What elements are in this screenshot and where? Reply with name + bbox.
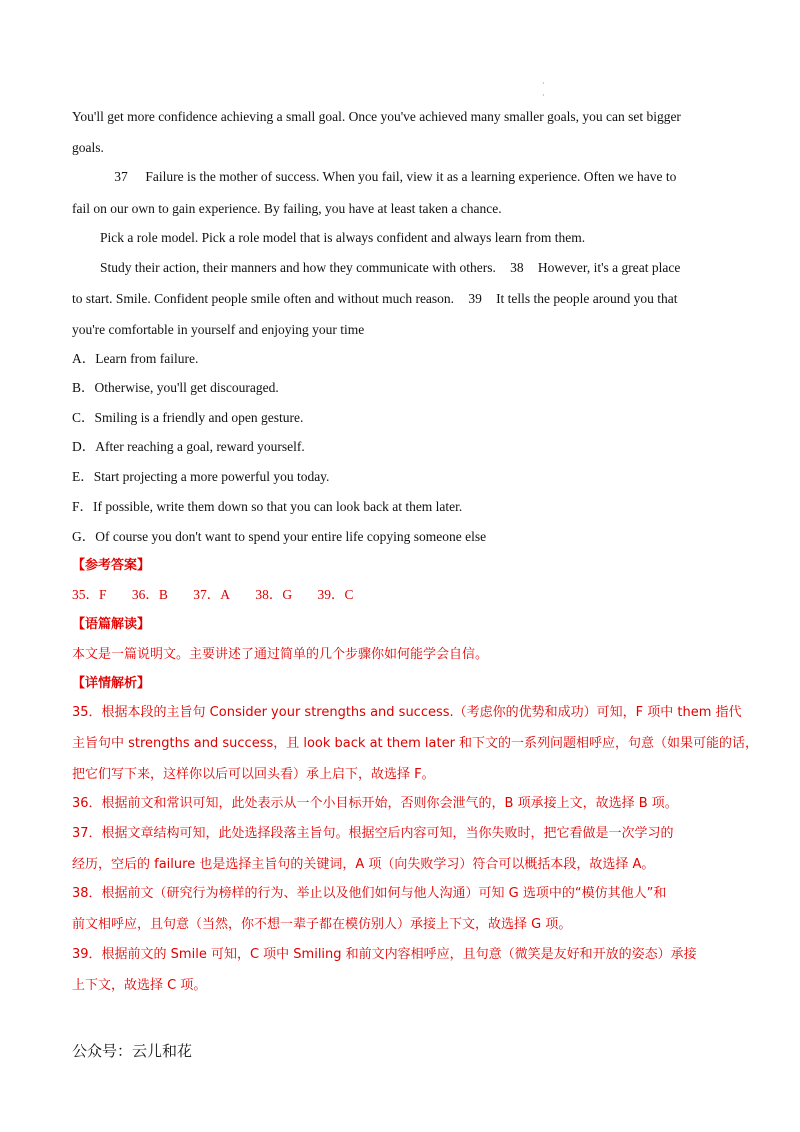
analysis-line-7: 38．根据前文（研究行为榜样的行为、举止以及他们如何与他人沟通）可知 G 选项中的“模仿其他人”和 xyxy=(72,886,667,901)
answer-37: 37．A xyxy=(193,587,231,602)
passage-line-7-pre: to start. Smile. Confident people smile often and without much reason. xyxy=(72,291,455,306)
option-a: A．Learn from failure. xyxy=(72,351,199,366)
analysis-line-1: 35．根据本段的主旨句 Consider your strengths and success.（考虑你的优势和成功）可知，F 项中 them 指代 xyxy=(72,705,742,720)
passage-line-1: You'll get more confidence achieving a small goal. Once you've achieved many smaller goals, you can set bigger xyxy=(72,109,681,124)
passage-line-7-post: It tells the people around you that xyxy=(496,291,678,306)
answer-38: 38．G xyxy=(255,587,293,602)
passage-line-5: Pick a role model. Pick a role model that is always confident and always learn from them. xyxy=(100,230,586,245)
analysis-line-8: 前文相呼应，且句意（当然，你不想一辈子都在模仿别人）承接上下文，故选择 G 项。 xyxy=(72,917,572,932)
analysis-line-3: 把它们写下来，这样你以后可以回头看）承上启下，故选择 F。 xyxy=(72,767,435,782)
analysis-line-6: 经历，空后的 failure 也是选择主旨句的关键词，A 项（向失败学习）符合可以概括本段，故选择 A。 xyxy=(72,857,655,872)
footer-watermark: 公众号：云儿和花 xyxy=(72,1042,193,1060)
analysis-line-5: 37．根据文章结构可知，此处选择段落主旨句。根据空后内容可知，当你失败时，把它看做是一次学习的 xyxy=(72,826,674,841)
passage-line-7 xyxy=(72,290,678,308)
blank-38: 38 xyxy=(510,260,524,275)
passage-line-6 xyxy=(100,259,680,277)
answer-36: 36．B xyxy=(131,587,168,602)
passage-line-3 xyxy=(100,168,676,186)
passage-line-8: you're comfortable in yourself and enjoying your time xyxy=(72,322,365,337)
reading-text: 本文是一篇说明文。主要讲述了通过简单的几个步骤你如何能学会自信。 xyxy=(72,647,489,662)
passage-line-3-text: Failure is the mother of success. When you fail, view it as a learning experience. Often we have to xyxy=(145,169,677,184)
decorative-dots: · · xyxy=(542,79,545,100)
option-e: E．Start projecting a more powerful you today. xyxy=(72,469,330,484)
passage-line-6-pre: Study their action, their manners and how they communicate with others. xyxy=(100,260,496,275)
analysis-line-10: 上下文，故选择 C 项。 xyxy=(72,978,207,993)
option-c: C．Smiling is a friendly and open gesture. xyxy=(72,410,304,425)
analysis-line-9: 39．根据前文的 Smile 可知，C 项中 Smiling 和前文内容相呼应，且句意（微笑是友好和开放的姿态）承接 xyxy=(72,947,697,962)
answer-heading: 【参考答案】 xyxy=(72,558,151,573)
answer-35: 35．F xyxy=(72,587,107,602)
passage-line-4: fail on our own to gain experience. By failing, you have at least taken a chance. xyxy=(72,201,502,216)
option-f: F．If possible, write them down so that you can look back at them later. xyxy=(72,499,463,514)
blank-37: 37 xyxy=(114,169,128,184)
option-d: D．After reaching a goal, reward yourself. xyxy=(72,439,305,454)
answer-list xyxy=(72,586,376,604)
analysis-heading: 【详情解析】 xyxy=(72,676,151,691)
analysis-line-2: 主旨句中 strengths and success，且 look back at them later 和下文的一系列问题相呼应，句意（如果可能的话， xyxy=(72,736,759,751)
option-g: G．Of course you don't want to spend your entire life copying someone else xyxy=(72,529,487,544)
passage-line-6-post: However, it's a great place xyxy=(537,260,681,275)
option-b: B．Otherwise, you'll get discouraged. xyxy=(72,380,279,395)
passage-line-2: goals. xyxy=(72,140,104,155)
answer-39: 39．C xyxy=(317,587,354,602)
reading-heading: 【语篇解读】 xyxy=(72,617,151,632)
blank-39: 39 xyxy=(468,291,482,306)
analysis-line-4: 36．根据前文和常识可知，此处表示从一个小目标开始，否则你会泄气的，B 项承接上文，故选择 B 项。 xyxy=(72,796,678,811)
